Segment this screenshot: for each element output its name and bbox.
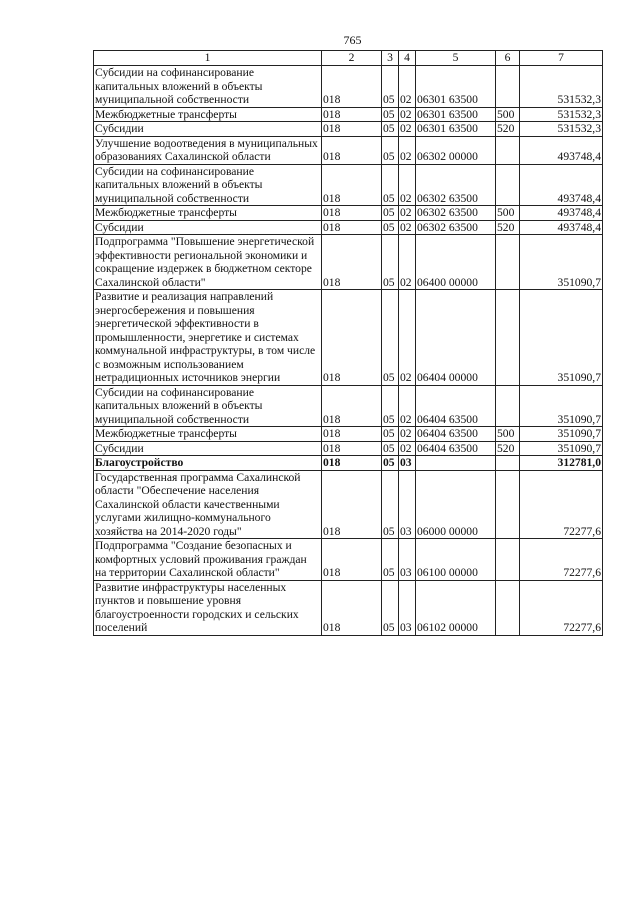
cell-target: 06301 63500 bbox=[416, 122, 496, 137]
cell-subsection: 02 bbox=[399, 206, 416, 221]
table-row bbox=[94, 456, 603, 471]
cell-expense-type bbox=[496, 290, 520, 386]
cell-amount: 351090,7 bbox=[520, 441, 603, 456]
cell-expense-type bbox=[496, 580, 520, 635]
cell-name: Субсидии bbox=[94, 122, 322, 137]
cell-subsection: 02 bbox=[399, 66, 416, 108]
cell-ministry: 018 bbox=[322, 164, 382, 206]
cell-ministry: 018 bbox=[322, 470, 382, 539]
cell-subsection: 02 bbox=[399, 385, 416, 427]
cell-ministry: 018 bbox=[322, 220, 382, 235]
cell-subsection: 03 bbox=[399, 456, 416, 471]
cell-section: 05 bbox=[382, 427, 399, 442]
cell-target bbox=[416, 456, 496, 471]
cell-target: 06404 63500 bbox=[416, 441, 496, 456]
cell-amount: 531532,3 bbox=[520, 107, 603, 122]
table-row bbox=[94, 220, 603, 235]
budget-table bbox=[93, 50, 603, 636]
cell-name: Государственная программа Сахалинской области "Обеспечение населения Сахалинской области качественными услугами жилищно-коммунального хозяйства на 2014-2020 годы" bbox=[94, 470, 322, 539]
cell-name: Улучшение водоотведения в муниципальных образованиях Сахалинской области bbox=[94, 136, 322, 164]
cell-subsection: 02 bbox=[399, 441, 416, 456]
page-number: 765 bbox=[343, 33, 362, 47]
table-row bbox=[94, 122, 603, 137]
cell-target: 06301 63500 bbox=[416, 66, 496, 108]
table-row bbox=[94, 470, 603, 539]
cell-expense-type: 520 bbox=[496, 220, 520, 235]
table-row bbox=[94, 290, 603, 386]
cell-subsection: 03 bbox=[399, 470, 416, 539]
table-row bbox=[94, 164, 603, 206]
cell-target: 06102 00000 bbox=[416, 580, 496, 635]
cell-section: 05 bbox=[382, 470, 399, 539]
column-header: 7 bbox=[520, 51, 603, 66]
cell-expense-type bbox=[496, 164, 520, 206]
cell-amount: 351090,7 bbox=[520, 427, 603, 442]
cell-amount: 72277,6 bbox=[520, 580, 603, 635]
column-header: 4 bbox=[399, 51, 416, 66]
cell-ministry: 018 bbox=[322, 456, 382, 471]
cell-target: 06000 00000 bbox=[416, 470, 496, 539]
table-row bbox=[94, 136, 603, 164]
cell-amount: 72277,6 bbox=[520, 539, 603, 581]
cell-section: 05 bbox=[382, 122, 399, 137]
cell-amount: 351090,7 bbox=[520, 290, 603, 386]
cell-name: Субсидии на софинансирование капитальных вложений в объекты муниципальной собственности bbox=[94, 164, 322, 206]
table-row bbox=[94, 107, 603, 122]
cell-section: 05 bbox=[382, 456, 399, 471]
cell-name: Благоустройство bbox=[94, 456, 322, 471]
cell-expense-type bbox=[496, 235, 520, 290]
cell-target: 06301 63500 bbox=[416, 107, 496, 122]
cell-ministry: 018 bbox=[322, 206, 382, 221]
column-header: 5 bbox=[416, 51, 496, 66]
table-row bbox=[94, 427, 603, 442]
table-row bbox=[94, 385, 603, 427]
table-row bbox=[94, 66, 603, 108]
cell-subsection: 02 bbox=[399, 427, 416, 442]
cell-section: 05 bbox=[382, 164, 399, 206]
cell-section: 05 bbox=[382, 441, 399, 456]
table-row bbox=[94, 580, 603, 635]
cell-ministry: 018 bbox=[322, 539, 382, 581]
cell-subsection: 02 bbox=[399, 122, 416, 137]
cell-section: 05 bbox=[382, 539, 399, 581]
cell-expense-type: 520 bbox=[496, 122, 520, 137]
column-header: 6 bbox=[496, 51, 520, 66]
cell-name: Подпрограмма "Повышение энергетической эффективности региональной экономики и сокращение издержек в бюджетном секторе Сахалинской области" bbox=[94, 235, 322, 290]
cell-amount: 493748,4 bbox=[520, 206, 603, 221]
column-header: 1 bbox=[94, 51, 322, 66]
cell-amount: 493748,4 bbox=[520, 164, 603, 206]
cell-expense-type bbox=[496, 66, 520, 108]
header-row bbox=[94, 51, 603, 66]
cell-ministry: 018 bbox=[322, 427, 382, 442]
cell-target: 06404 00000 bbox=[416, 290, 496, 386]
cell-amount: 351090,7 bbox=[520, 235, 603, 290]
table-row bbox=[94, 441, 603, 456]
cell-ministry: 018 bbox=[322, 136, 382, 164]
cell-amount: 351090,7 bbox=[520, 385, 603, 427]
cell-name: Межбюджетные трансферты bbox=[94, 107, 322, 122]
cell-section: 05 bbox=[382, 206, 399, 221]
table-row bbox=[94, 539, 603, 581]
cell-name: Подпрограмма "Создание безопасных и комфортных условий проживания граждан на территории Сахалинской области" bbox=[94, 539, 322, 581]
cell-name: Субсидии на софинансирование капитальных вложений в объекты муниципальной собственности bbox=[94, 385, 322, 427]
cell-expense-type: 500 bbox=[496, 107, 520, 122]
cell-name: Субсидии bbox=[94, 220, 322, 235]
cell-amount: 531532,3 bbox=[520, 66, 603, 108]
column-header: 3 bbox=[382, 51, 399, 66]
cell-ministry: 018 bbox=[322, 580, 382, 635]
cell-section: 05 bbox=[382, 235, 399, 290]
cell-target: 06100 00000 bbox=[416, 539, 496, 581]
cell-ministry: 018 bbox=[322, 441, 382, 456]
cell-subsection: 02 bbox=[399, 235, 416, 290]
cell-target: 06302 63500 bbox=[416, 220, 496, 235]
cell-expense-type bbox=[496, 470, 520, 539]
cell-section: 05 bbox=[382, 136, 399, 164]
cell-subsection: 02 bbox=[399, 164, 416, 206]
cell-expense-type bbox=[496, 136, 520, 164]
cell-subsection: 03 bbox=[399, 539, 416, 581]
cell-subsection: 02 bbox=[399, 107, 416, 122]
cell-amount: 493748,4 bbox=[520, 136, 603, 164]
cell-target: 06404 63500 bbox=[416, 427, 496, 442]
cell-expense-type: 500 bbox=[496, 206, 520, 221]
cell-amount: 72277,6 bbox=[520, 470, 603, 539]
cell-section: 05 bbox=[382, 290, 399, 386]
cell-subsection: 03 bbox=[399, 580, 416, 635]
table-row bbox=[94, 235, 603, 290]
cell-section: 05 bbox=[382, 66, 399, 108]
cell-name: Межбюджетные трансферты bbox=[94, 427, 322, 442]
cell-target: 06400 00000 bbox=[416, 235, 496, 290]
cell-section: 05 bbox=[382, 385, 399, 427]
cell-amount: 531532,3 bbox=[520, 122, 603, 137]
cell-ministry: 018 bbox=[322, 385, 382, 427]
cell-ministry: 018 bbox=[322, 290, 382, 386]
column-header: 2 bbox=[322, 51, 382, 66]
cell-subsection: 02 bbox=[399, 290, 416, 386]
cell-expense-type bbox=[496, 385, 520, 427]
table-row bbox=[94, 206, 603, 221]
cell-amount: 493748,4 bbox=[520, 220, 603, 235]
cell-expense-type bbox=[496, 539, 520, 581]
cell-name: Субсидии на софинансирование капитальных вложений в объекты муниципальной собственности bbox=[94, 66, 322, 108]
cell-target: 06302 63500 bbox=[416, 164, 496, 206]
cell-expense-type: 520 bbox=[496, 441, 520, 456]
cell-name: Развитие инфраструктуры населенных пунктов и повышение уровня благоустроенности городских и сельских поселений bbox=[94, 580, 322, 635]
cell-expense-type: 500 bbox=[496, 427, 520, 442]
cell-ministry: 018 bbox=[322, 107, 382, 122]
cell-ministry: 018 bbox=[322, 235, 382, 290]
cell-expense-type bbox=[496, 456, 520, 471]
cell-amount: 312781,0 bbox=[520, 456, 603, 471]
cell-ministry: 018 bbox=[322, 122, 382, 137]
cell-name: Межбюджетные трансферты bbox=[94, 206, 322, 221]
cell-target: 06302 63500 bbox=[416, 206, 496, 221]
cell-target: 06404 63500 bbox=[416, 385, 496, 427]
cell-ministry: 018 bbox=[322, 66, 382, 108]
cell-section: 05 bbox=[382, 220, 399, 235]
cell-section: 05 bbox=[382, 107, 399, 122]
cell-name: Развитие и реализация направлений энергосбережения и повышения энергетической эффективности в промышленности, энергетике и системах коммунальной инфраструктуры, в том числе с возможным использованием нетрадиционных источников энергии bbox=[94, 290, 322, 386]
cell-name: Субсидии bbox=[94, 441, 322, 456]
cell-section: 05 bbox=[382, 580, 399, 635]
cell-subsection: 02 bbox=[399, 136, 416, 164]
cell-target: 06302 00000 bbox=[416, 136, 496, 164]
cell-subsection: 02 bbox=[399, 220, 416, 235]
